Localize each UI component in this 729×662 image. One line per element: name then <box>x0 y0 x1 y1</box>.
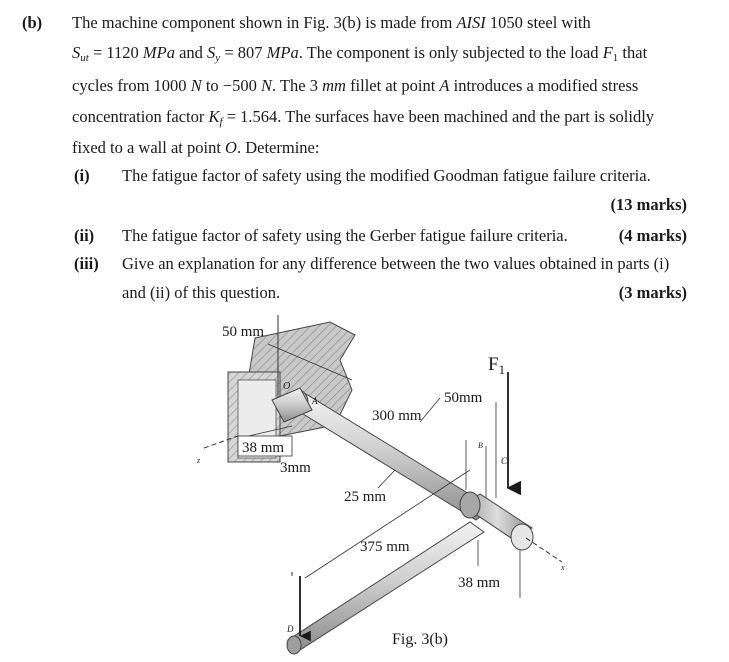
problem-line-5: fixed to a wall at point O. Determine: <box>72 138 320 157</box>
question-marks-iii: (3 marks) <box>618 283 687 302</box>
problem-line-3: cycles from 1000 N to −500 N. The 3 mm fillet at point A introduces a modified stress <box>72 76 639 95</box>
label-point-c: C <box>501 456 508 466</box>
problem-line-2: $S_{ut} = 1120$ MPa and $S_y = 807$ MPa. The component is only subjected to the load $F_1$ that <box>72 43 648 64</box>
problem-line-4: concentration factor $K_f = 1.564$. The surfaces have been machined and the part is solidly <box>72 107 655 128</box>
label-point-o: O <box>283 381 291 392</box>
label-375mm: 375 mm <box>360 539 410 555</box>
dim-25-leader <box>378 470 395 488</box>
label-38mm-left: 38 mm <box>242 440 285 456</box>
question-number-iii: (iii) <box>74 254 99 273</box>
label-load-f: $F_1$ <box>488 354 506 377</box>
problem-line-1: The machine component shown in Fig. 3(b) is made from AISI 1050 steel with <box>72 13 591 32</box>
label-50mm-top: 50mm <box>444 390 483 406</box>
question-text-i: The fatigue factor of safety using the modified Goodman fatigue failure criteria. <box>122 166 651 185</box>
question-text-iii-line2: and (ii) of this question. <box>122 283 281 302</box>
label-axis-x: x <box>561 563 565 572</box>
machine-component-figure <box>0 300 729 662</box>
dim-300-leader <box>420 398 440 422</box>
figure-caption: Fig. 3(b) <box>392 631 448 648</box>
part-label: (b) <box>22 13 43 32</box>
dim-375-line <box>305 470 470 578</box>
label-point-a: A <box>312 396 318 406</box>
label-25mm: 25 mm <box>344 489 387 505</box>
question-marks-ii: (4 marks) <box>618 226 687 245</box>
label-3mm: 3mm <box>280 460 311 476</box>
question-number-i: (i) <box>74 166 90 185</box>
question-marks-i: (13 marks) <box>610 195 687 214</box>
label-point-b: B <box>478 441 483 450</box>
question-text-ii: The fatigue factor of safety using the Gerber fatigue failure criteria. <box>122 226 568 245</box>
label-50mm-wall: 50 mm <box>222 324 265 340</box>
label-38mm-right: 38 mm <box>458 575 501 591</box>
question-number-ii: (ii) <box>74 226 95 245</box>
label-300mm: 300 mm <box>372 408 422 424</box>
label-point-d: D <box>287 624 294 634</box>
question-text-iii: Give an explanation for any difference between the two values obtained in parts (i) <box>122 254 670 273</box>
label-axis-z: z <box>197 456 201 465</box>
hub-cylinder <box>460 492 533 550</box>
